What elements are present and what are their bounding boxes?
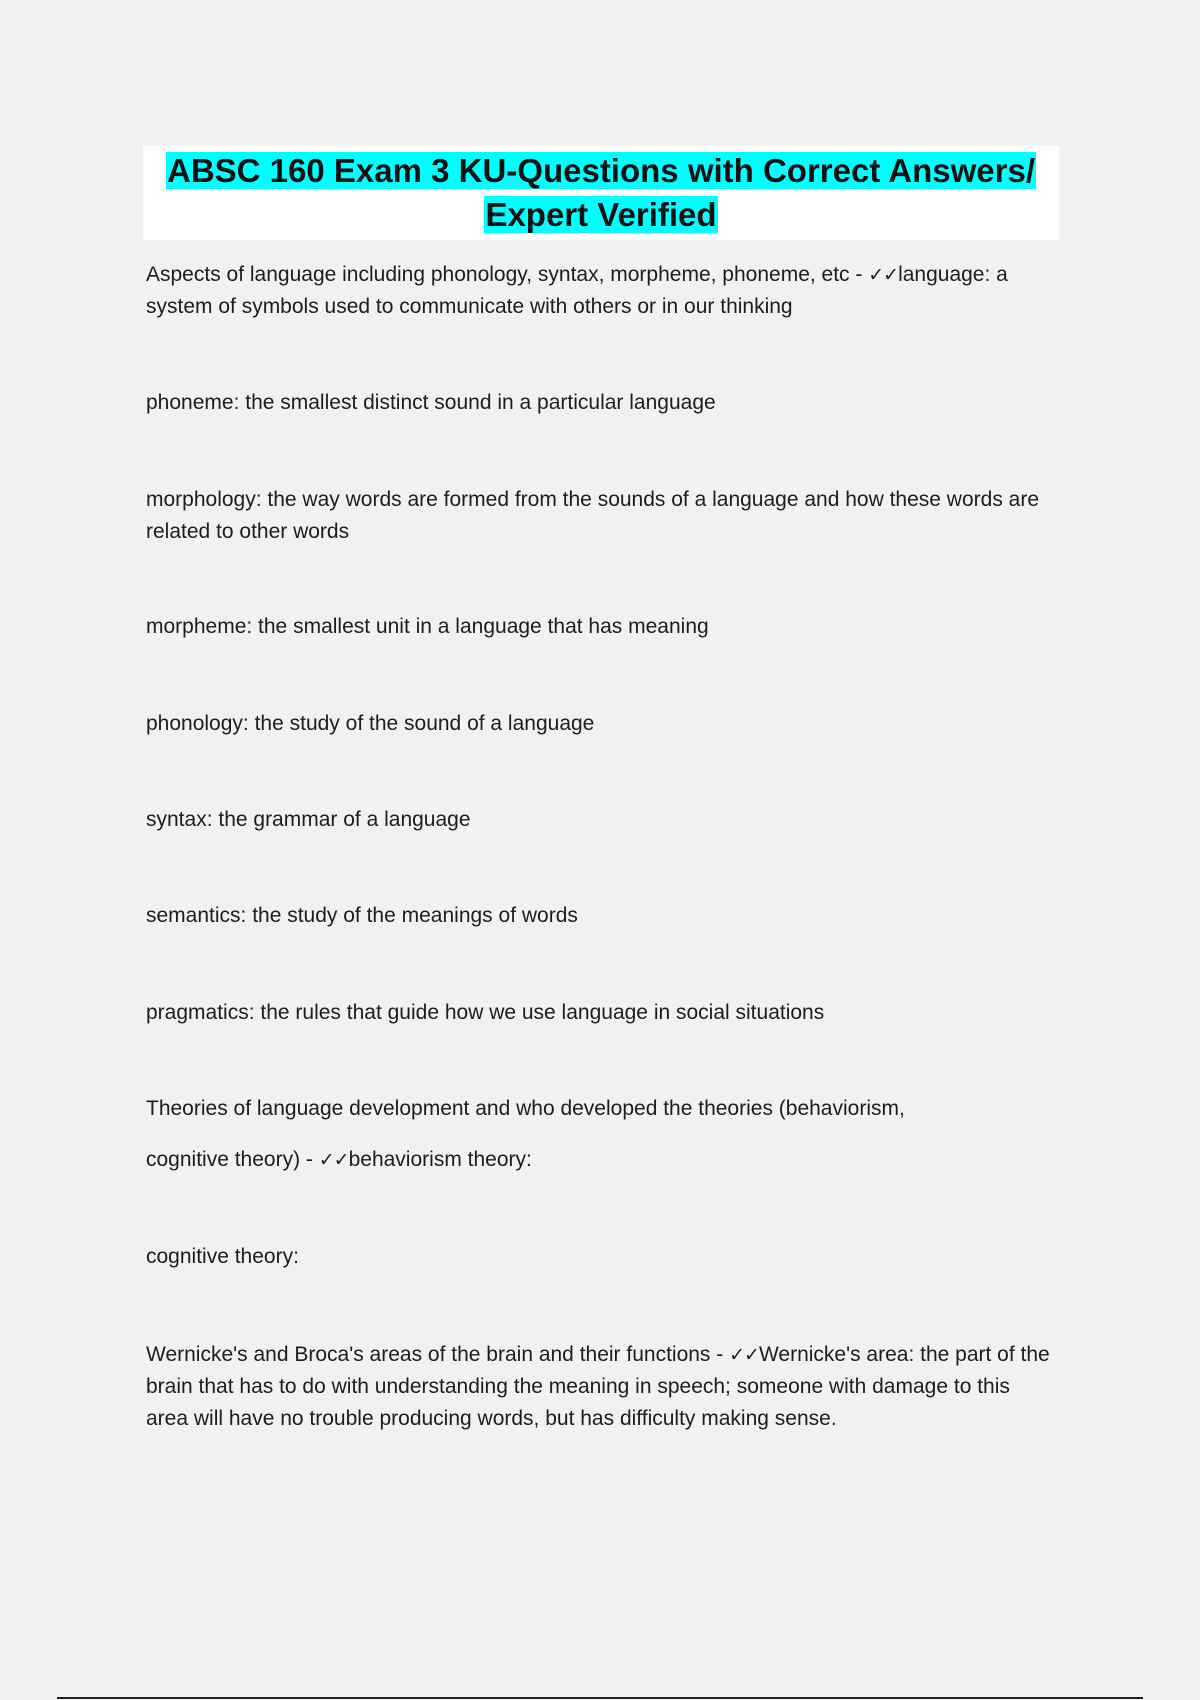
title-line-1: ABSC 160 Exam 3 KU-Questions with Correct Answers/ <box>166 152 1036 189</box>
entry-phonology: phonology: the study of the sound of a language <box>146 712 595 735</box>
double-check-icon: ✓✓ <box>868 264 899 286</box>
entry-pragmatics: pragmatics: the rules that guide how we use language in social situations <box>146 1001 825 1024</box>
double-check-icon: ✓✓ <box>729 1344 759 1366</box>
qa-entry-theories <box>146 1093 1056 1176</box>
document-title <box>143 146 1059 240</box>
double-check-icon: ✓✓ <box>318 1149 349 1171</box>
title-line-2: Expert Verified <box>485 196 717 233</box>
page-bottom-rule <box>57 1697 1143 1699</box>
entry-phoneme: phoneme: the smallest distinct sound in a particular language <box>146 391 716 414</box>
answer-text: language: a system of symbols used to communicate with others or in our thinking <box>146 263 1008 318</box>
question-line-2 <box>146 1144 1056 1176</box>
question-text: Aspects of language including phonology, syntax, morpheme, phoneme, etc - <box>146 263 869 286</box>
answer-text: behaviorism theory: <box>348 1148 532 1171</box>
answer-text: Wernicke's area: the part of the brain that has to do with understanding the meaning in speech; someone with damage to this area will have no trouble producing words, but has difficulty making sense. <box>146 1343 1050 1430</box>
qa-entry-brain-areas <box>146 1339 1056 1435</box>
entry-morpheme: morpheme: the smallest unit in a language that has meaning <box>146 615 709 638</box>
entry-morphology: morphology: the way words are formed from the sounds of a language and how these words are related to other words <box>146 488 1040 543</box>
entry-syntax: syntax: the grammar of a language <box>146 808 471 831</box>
question-line-1: Theories of language development and who developed the theories (behaviorism, <box>146 1097 905 1120</box>
qa-entry-language-aspects <box>146 259 1056 323</box>
entry-cognitive-theory: cognitive theory: <box>146 1245 299 1268</box>
question-text: Wernicke's and Broca's areas of the brain and their functions - <box>146 1343 730 1366</box>
entry-semantics: semantics: the study of the meanings of words <box>146 904 578 927</box>
question-text: cognitive theory) - <box>146 1148 319 1171</box>
